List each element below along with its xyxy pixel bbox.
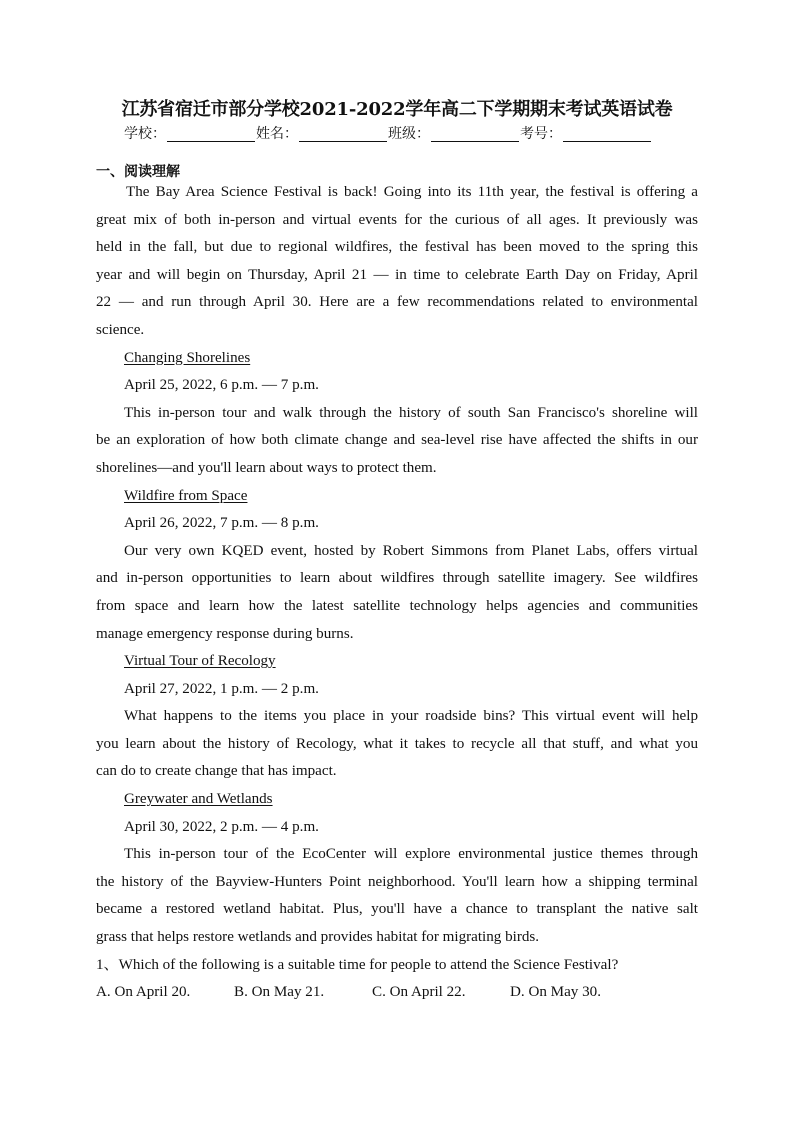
event-line: grass that helps restore wetlands and provides habitat for migrating birds.: [96, 929, 540, 946]
event-time: April 27, 2022, 1 p.m. — 2 p.m.: [124, 680, 319, 697]
passage: [96, 179, 698, 1007]
option-c[interactable]: C. On April 22.: [372, 984, 466, 1001]
option-d[interactable]: D. On May 30.: [510, 984, 601, 1001]
event-line: and in-person opportunities to learn about wildfires through satellite imagery. See wildfires: [96, 570, 698, 587]
school-blank: [167, 127, 255, 142]
event-time: April 26, 2022, 7 p.m. — 8 p.m.: [124, 515, 319, 532]
event-line: can do to create change that has impact.: [96, 763, 337, 780]
section-heading: 一、阅读理解: [96, 164, 180, 180]
event-line: the history of the Bayview-Hunters Point neighborhood. You'll learn how a shipping terminal: [96, 873, 698, 890]
event-line: Our very own KQED event, hosted by Robert Simmons from Planet Labs, offers virtual: [124, 542, 698, 559]
event-line: What happens to the items you place in your roadside bins? This virtual event will help: [124, 708, 698, 725]
option-b[interactable]: B. On May 21.: [234, 984, 325, 1001]
intro-line: 22 — and run through April 30. Here are a few recommendations related to environmental: [96, 294, 698, 311]
event-line: you learn about the history of Recology, what it takes to recycle all that stuff, and what you: [96, 735, 698, 752]
event-title: Greywater and Wetlands: [124, 791, 273, 808]
name-blank: [299, 127, 387, 142]
event-title: Wildfire from Space: [124, 487, 248, 504]
event-line: be an exploration of how both climate change and sea-level rise have affected the shifts in our: [96, 432, 698, 449]
option-a[interactable]: A. On April 20.: [96, 984, 191, 1001]
event-title: Virtual Tour of Recology: [124, 653, 276, 670]
intro-line: science.: [96, 321, 145, 338]
class-blank: [431, 127, 519, 142]
class-label: 班级：: [388, 126, 430, 142]
event-line: became a restored wetland habitat. Plus, you'll have a chance to transplant the native salt: [96, 901, 698, 918]
event-time: April 25, 2022, 6 p.m. — 7 p.m.: [124, 377, 319, 394]
school-label: 学校：: [124, 126, 166, 142]
event-line: This in-person tour and walk through the history of south San Francisco's shoreline will: [124, 404, 698, 421]
intro-line: great mix of both in-person and virtual events for the curious of all ages. It previously was: [96, 211, 698, 228]
number-label: 考号：: [520, 126, 562, 142]
intro-line: year and will begin on Thursday, April 21 — in time to celebrate Earth Day on Friday, April: [96, 266, 698, 283]
intro-line: held in the fall, but due to regional wildfires, the festival has been moved to the spring this: [96, 239, 698, 256]
answer-options: [96, 979, 698, 1007]
event-line: manage emergency response during burns.: [96, 625, 354, 642]
event-time: April 30, 2022, 2 p.m. — 4 p.m.: [124, 818, 319, 835]
event-line: This in-person tour of the EcoCenter will explore environmental justice themes through: [124, 846, 698, 863]
exam-title: 江苏省宿迁市部分学校2021-2022学年高二下学期期末考试英语试卷: [121, 99, 673, 120]
intro-line: The Bay Area Science Festival is back! Going into its 11th year, the festival is offering a: [126, 184, 698, 200]
event-line: from space and learn how the latest satellite technology helps agencies and communities: [96, 597, 698, 614]
event-line: shorelines—and you'll learn about ways to protect them.: [96, 459, 437, 476]
student-info-row: [124, 124, 694, 144]
name-label: 姓名：: [256, 126, 298, 142]
number-blank: [563, 127, 651, 142]
event-title: Changing Shorelines: [124, 349, 251, 366]
question-stem: 1、Which of the following is a suitable time for people to attend the Science Festival?: [96, 956, 619, 973]
